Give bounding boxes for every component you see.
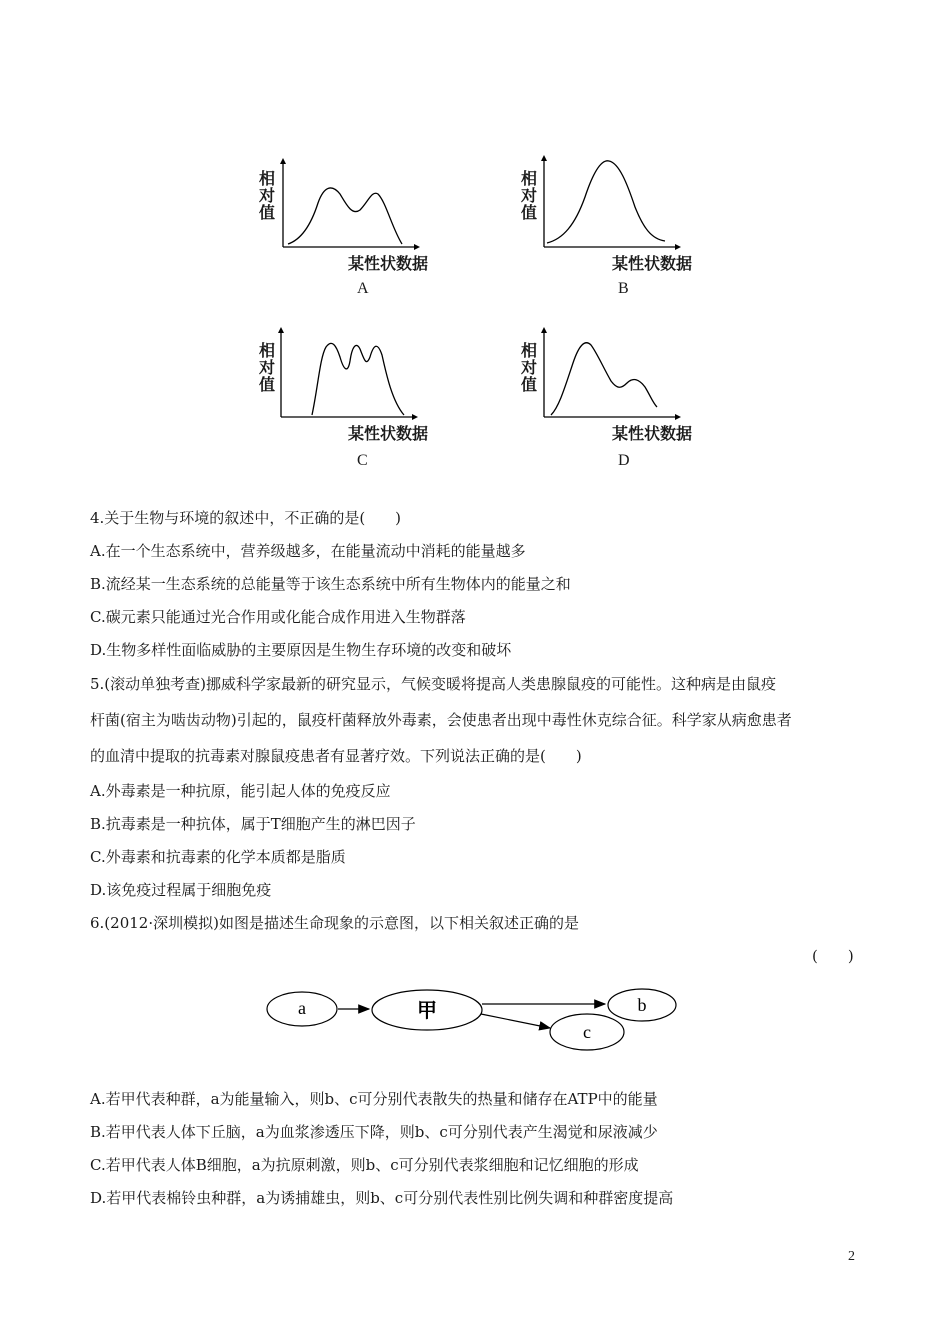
q6-option-a: A.若甲代表种群，a为能量输入，则b、c可分别代表散失的热量和储存在ATP中的能量 <box>90 1090 658 1108</box>
q6-option-c: C.若甲代表人体B细胞，a为抗原刺激，则b、c可分别代表浆细胞和记忆细胞的形成 <box>90 1156 639 1174</box>
diagram-node-b: b <box>637 995 647 1015</box>
graph-b-label: B <box>618 280 629 297</box>
graph-c <box>278 327 418 420</box>
q4-stem: 4.关于生物与环境的叙述中，不正确的是( ) <box>90 509 402 527</box>
q6-option-d: D.若甲代表棉铃虫种群，a为诱捕雄虫，则b、c可分别代表性别比例失调和种群密度提高 <box>90 1189 674 1207</box>
diagram-node-center: 甲 <box>417 998 437 1022</box>
q6-option-b: B.若甲代表人体下丘脑，a为血浆渗透压下降，则b、c可分别代表产生渴觉和尿液减少 <box>90 1123 658 1141</box>
q6-answer-paren: ( ) <box>812 947 854 965</box>
q5-option-a: A.外毒素是一种抗原，能引起人体的免疫反应 <box>90 782 391 800</box>
graph-a-label: A <box>357 280 369 297</box>
graph-c-label: C <box>357 452 368 469</box>
graph-a-xlabel: 某性状数据 <box>348 254 429 273</box>
graph-b-ylabel: 相 对 值 <box>520 169 537 222</box>
page-number: 2 <box>848 1249 855 1264</box>
graph-b <box>541 155 681 250</box>
q4-option-d: D.生物多样性面临威胁的主要原因是生物生存环境的改变和破坏 <box>90 641 512 659</box>
q4-option-a: A.在一个生态系统中，营养级越多，在能量流动中消耗的能量越多 <box>90 542 526 560</box>
q5-stem-line-3: 的血清中提取的抗毒素对腺鼠疫患者有显著疗效。下列说法正确的是( ) <box>90 747 582 765</box>
q5-option-c: C.外毒素和抗毒素的化学本质都是脂质 <box>90 848 346 866</box>
graph-a-ylabel: 相 对 值 <box>258 169 275 222</box>
q5-option-b: B.抗毒素是一种抗体，属于T细胞产生的淋巴因子 <box>90 815 416 833</box>
q6-diagram <box>262 980 682 1056</box>
graph-d-xlabel: 某性状数据 <box>612 424 693 443</box>
graph-d-ylabel: 相 对 值 <box>520 341 537 394</box>
graph-d <box>541 327 681 420</box>
q5-option-d: D.该免疫过程属于细胞免疫 <box>90 881 272 899</box>
q4-option-c: C.碳元素只能通过光合作用或化能合成作用进入生物群落 <box>90 608 466 626</box>
graph-b-xlabel: 某性状数据 <box>612 254 693 273</box>
q5-stem-line-2: 杆菌(宿主为啮齿动物)引起的，鼠疫杆菌释放外毒素，会使患者出现中毒性休克综合征。科学家从病愈患者 <box>90 711 792 729</box>
q5-stem-line-1: 5.(滚动单独考查)挪威科学家最新的研究显示，气候变暖将提高人类患腺鼠疫的可能性。这种病是由鼠疫 <box>90 675 777 693</box>
graph-a <box>280 158 420 250</box>
graph-c-xlabel: 某性状数据 <box>348 424 429 443</box>
graph-d-label: D <box>618 452 630 469</box>
diagram-node-a: a <box>298 998 306 1018</box>
diagram-node-c: c <box>583 1022 591 1042</box>
q6-stem: 6.(2012·深圳模拟)如图是描述生命现象的示意图，以下相关叙述正确的是 <box>90 914 579 932</box>
q4-option-b: B.流经某一生态系统的总能量等于该生态系统中所有生物体内的能量之和 <box>90 575 571 593</box>
graph-c-ylabel: 相 对 值 <box>258 341 275 394</box>
